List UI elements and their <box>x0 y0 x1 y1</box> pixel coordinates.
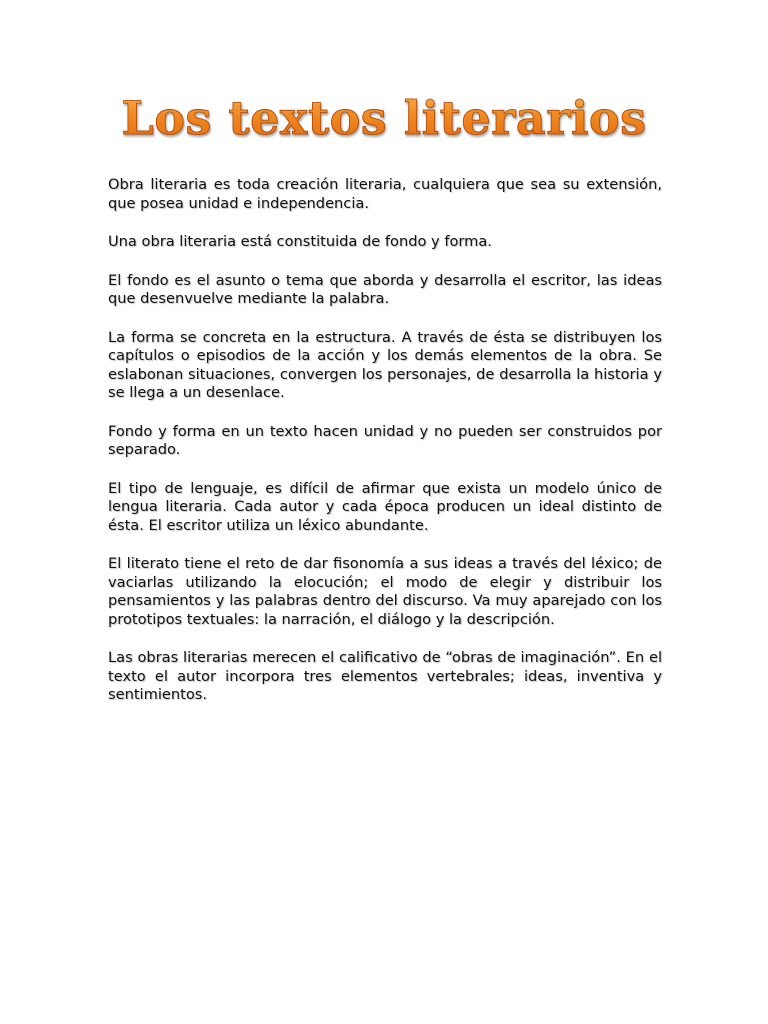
page-title: Los textos literarios <box>0 88 768 148</box>
paragraph-8: Las obras literarias merecen el calificativo de “obras de imaginación”. En el texto el autor incorpora tres elementos vertebrales; ideas, inventiva y sentimientos. <box>108 649 662 703</box>
paragraph-4: La forma se concreta en la estructura. A través de ésta se distribuyen los capítulos o episodios de la acción y los demás elementos de la obra. Se eslabonan situaciones, convergen los personajes, de desarrolla la historia y se llega a un desenlace. <box>108 328 662 401</box>
paragraph-1: Obra literaria es toda creación literaria, cualquiera que sea su extensión, que posea unidad e independencia. <box>108 176 662 212</box>
paragraph-6: El tipo de lenguaje, es difícil de afirmar que exista un modelo único de lengua literaria. Cada autor y cada época producen un ideal distinto de ésta. El escritor utiliza un léxico abundante. <box>108 479 662 534</box>
paragraph-2: Una obra literaria está constituida de fondo y forma. <box>108 233 492 250</box>
document-body <box>108 176 662 725</box>
paragraph-5: Fondo y forma en un texto hacen unidad y no pueden ser construidos por separado. <box>108 422 662 458</box>
paragraph-7: El literato tiene el reto de dar fisonomía a sus ideas a través del léxico; de vaciarlas utilizando la elocución; el modo de elegir y distribuir los pensamientos y las palabras dentro del discurso. Va muy aparejado con los prototipos textuales: la narración, el diálogo y la descripción. <box>108 555 662 628</box>
paragraph-3: El fondo es el asunto o tema que aborda y desarrolla el escritor, las ideas que desenvuelve mediante la palabra. <box>108 271 662 307</box>
